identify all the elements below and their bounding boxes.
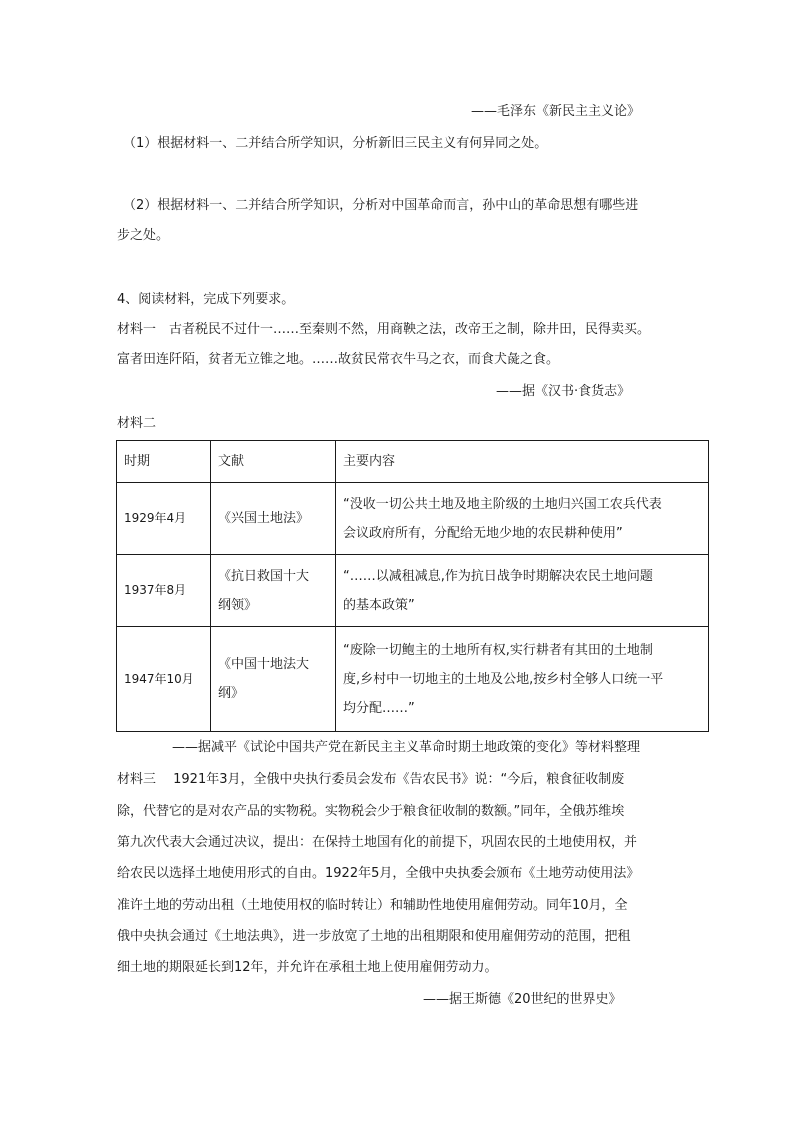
q3-question-1: （1）根据材料一、二并结合所学知识，分析新旧三民主义有何异同之处。: [123, 136, 548, 151]
row-document: [211, 555, 336, 627]
row-content: [336, 627, 709, 732]
row-content-line: 的基本政策”: [343, 597, 415, 613]
material3-line4: 给农民以选择土地使用形式的自由。1922年5月，全俄中央执委会颁布《土地劳动使用法》: [117, 866, 640, 881]
material3-source: ——据王斯德《20世纪的世界史》: [423, 992, 622, 1007]
material2-source: ——据减平《试论中国共产党在新民主主义革命时期土地政策的变化》等材料整理: [172, 740, 641, 755]
q3-question-2-line1: （2）根据材料一、二并结合所学知识，分析对中国革命而言，孙中山的革命思想有哪些进: [123, 198, 639, 213]
row-content-line: 均分配……”: [343, 700, 415, 716]
row-period: 1947年10月: [117, 627, 211, 732]
material1-line2: 富者田连阡陌，贫者无立锥之地。……故贫民常衣牛马之衣，而食犬彘之食。: [117, 352, 560, 367]
row-document: [211, 483, 336, 555]
row-period: 1929年4月: [117, 483, 211, 555]
table-row: [117, 627, 709, 732]
row-document-line: 《中国十地法大: [218, 657, 310, 672]
row-content: [336, 483, 709, 555]
row-document-line: 《兴国土地法》: [218, 511, 310, 526]
q4-intro: 4、阅读材料，完成下列要求。: [117, 292, 295, 307]
row-content-line: 会议政府所有，分配给无地少地的农民耕种使用”: [343, 525, 623, 541]
row-content-line: “废除一切鲍主的土地所有权,实行耕者有其田的土地制: [343, 642, 653, 658]
header-content: 主要内容: [336, 441, 709, 483]
row-document-line: 《抗日救国十大: [218, 568, 310, 584]
table-header-row: [117, 441, 709, 483]
row-period: 1937年8月: [117, 555, 211, 627]
row-document-line: 纲》: [218, 686, 245, 701]
row-document: [211, 627, 336, 732]
material3-line5: 准许土地的劳动出租（土地使用权的临时转让）和辅助性地使用雇佣劳动。同年10月，全: [117, 898, 628, 913]
material2-table: [116, 440, 709, 732]
table-row: [117, 483, 709, 555]
material3-line6: 俄中央执会通过《土地法典》，进一步放宽了土地的出租期限和使用雇佣劳动的范围，把租: [117, 929, 631, 944]
material2-label: 材料二: [117, 416, 157, 431]
material3-line1: 材料三 1921年3月，全俄中央执行委员会发布《告农民书》说：“今后，粮食征收制废: [117, 772, 625, 787]
header-period: 时期: [117, 441, 211, 483]
material1-line1: 材料一 古者税民不过什一……至秦则不然，用商鞅之法，改帝王之制，除井田，民得卖买。: [117, 322, 651, 337]
material1-source: ——据《汉书·食货志》: [496, 384, 631, 399]
row-content: [336, 555, 709, 627]
material3-line3: 第九次代表大会通过决议，提出：在保持土地国有化的前提下，巩固农民的土地使用权，并: [117, 835, 638, 850]
q3-question-2-line2: 步之处。: [117, 228, 170, 243]
row-content-line: “没收一切公共土地及地主阶级的土地归兴国工农兵代表: [343, 496, 662, 512]
q3-source-citation: ——毛泽东《新民主主义论》: [471, 104, 641, 119]
material3-line2: 除，代替它的是对农产品的实物税。实物税会少于粮食征收制的数额。”同年，全俄苏维埃: [117, 804, 625, 819]
material3-line7: 细土地的期限延长到12年，并允许在承租土地上使用雇佣劳动力。: [117, 960, 498, 975]
table-row: [117, 555, 709, 627]
row-content-line: 度,乡村中一切地主的土地及公地,按乡村全够人口统一平: [343, 671, 664, 687]
header-document: 文献: [211, 441, 336, 483]
row-content-line: “……以减租减息,作为抗日战争时期解决农民土地问题: [343, 568, 653, 584]
row-document-line: 纲领》: [218, 597, 258, 613]
